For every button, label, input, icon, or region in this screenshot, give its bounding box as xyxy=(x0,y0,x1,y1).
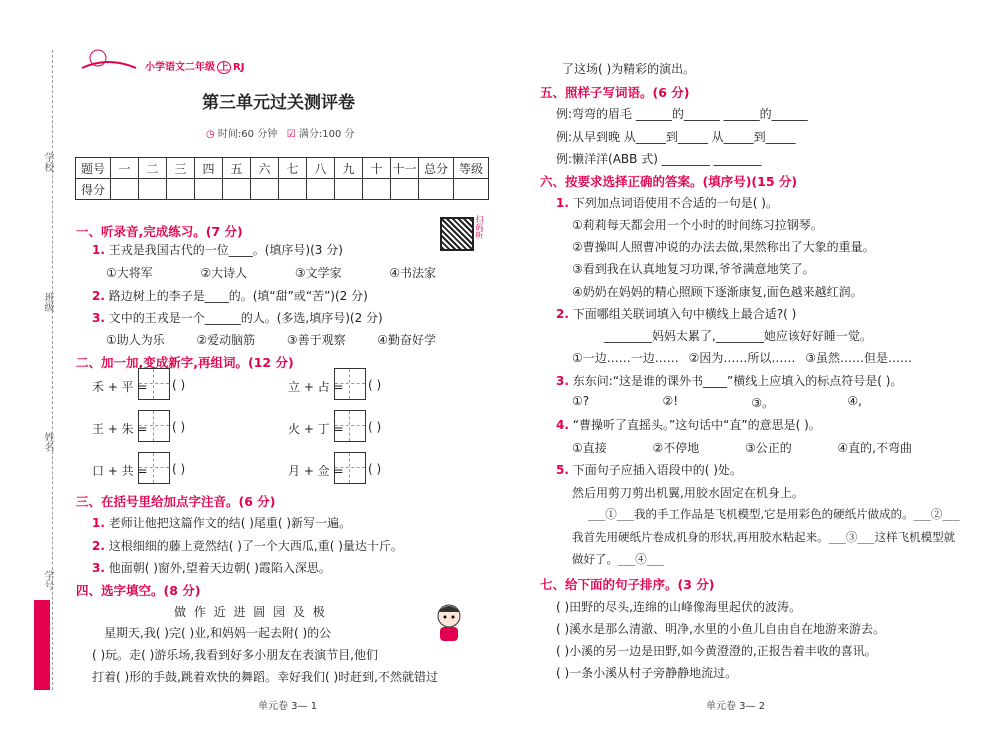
score-cell[interactable] xyxy=(419,179,454,200)
s2-paren[interactable]: ( ) xyxy=(172,420,186,434)
score-cell[interactable] xyxy=(307,179,335,200)
qr-label: 扫码听 xyxy=(475,215,484,239)
s7-item-1: ( )田野的尽头,连绵的山峰像海里起伏的波涛。 xyxy=(556,600,801,614)
page-title: 第三单元过关测评卷 xyxy=(202,93,355,113)
footer-right: 单元卷 3— 2 xyxy=(706,701,766,712)
s2-paren[interactable]: ( ) xyxy=(368,462,382,476)
qr-code[interactable] xyxy=(440,217,474,251)
score-cell[interactable] xyxy=(139,179,167,200)
s5-line-1: 例:弯弯的眉毛 ______的______ ______的______ xyxy=(556,107,808,121)
section-2-title: 二、加一加,变成新字,再组词。(12 分) xyxy=(76,355,294,370)
score-header-cell: 一 xyxy=(111,158,139,179)
brand-logo xyxy=(78,46,138,74)
section-7-title: 七、给下面的句子排序。(3 分) xyxy=(540,577,715,592)
score-cell[interactable] xyxy=(454,179,489,200)
s7-item-3: ( )小溪的另一边是田野,如今黄澄澄的,正报告着丰收的喜讯。 xyxy=(556,644,877,658)
s2-item-1: 禾 + 平 = xyxy=(92,380,148,394)
section-3-title: 三、在括号里给加点字注音。(6 分) xyxy=(76,494,276,509)
s6-q4: 4. “曹操听了直摇头。”这句话中“直”的意思是( )。 xyxy=(556,418,821,432)
score-row-label: 得分 xyxy=(76,179,111,200)
series-label: 小学语文二年级 上 RJ xyxy=(145,62,245,73)
score-header-cell: 五 xyxy=(223,158,251,179)
s1-q2: 2. 路边树上的李子是____的。(填“甜”或“苦”)(2 分) xyxy=(92,289,368,303)
score-header-cell: 六 xyxy=(251,158,279,179)
cartoon-boy-image xyxy=(428,600,470,642)
score-header-cell: 八 xyxy=(307,158,335,179)
s4-chars: 做 作 近 进 圆 园 及 极 xyxy=(174,605,327,619)
section-5-title: 五、照样子写词语。(6 分) xyxy=(540,85,690,100)
score-header-label: 题号 xyxy=(76,158,111,179)
s1-q1: 1. 王戎是我国古代的一位____。(填序号)(3 分) xyxy=(92,243,343,257)
side-label-id: 学号 xyxy=(42,570,53,590)
char-box[interactable] xyxy=(138,452,170,484)
s2-paren[interactable]: ( ) xyxy=(368,378,382,392)
score-cell[interactable] xyxy=(195,179,223,200)
section-1-title: 一、听录音,完成练习。(7 分) xyxy=(76,224,243,239)
s6-q2: 2. 下面哪组关联词填入句中横线上最合适?( ) xyxy=(556,307,797,321)
char-box[interactable] xyxy=(334,452,366,484)
score-cell[interactable] xyxy=(111,179,139,200)
s1-q1-options: ①大将军 ②大诗人 ③文学家 ④书法家 xyxy=(106,266,436,280)
score-cell[interactable] xyxy=(167,179,195,200)
char-box[interactable] xyxy=(334,410,366,442)
clock-icon: ◷ xyxy=(206,129,215,140)
score-header-cell: 总分 xyxy=(419,158,454,179)
s4-line-2: ( )玩。走( )游乐场,我看到好多小朋友在表演节目,他们 xyxy=(92,648,378,662)
side-label-class: 班级 xyxy=(42,292,53,312)
score-cell[interactable] xyxy=(335,179,363,200)
s1-q3: 3. 文中的王戎是一个______的人。(多选,填序号)(2 分) xyxy=(92,311,383,325)
score-cell[interactable] xyxy=(223,179,251,200)
footer-left: 单元卷 3— 1 xyxy=(258,701,318,712)
s2-item-3: 王 + 朱 = xyxy=(92,422,148,436)
s6-q3: 3. 东东问:“这是谁的课外书____”横线上应填入的标点符号是( )。 xyxy=(556,374,903,388)
s3-q2: 2. 这根细细的藤上竟然结( )了一个大西瓜,重( )量达十斤。 xyxy=(92,539,403,553)
s6-q5-para-1: ___①___我的手工作品是飞机模型,它是用彩色的硬纸片做成的。___②___ xyxy=(588,507,960,521)
s6-q1-opt-1: ①莉莉每天都会用一个小时的时间练习拉钢琴。 xyxy=(572,218,823,232)
score-cell[interactable] xyxy=(251,179,279,200)
s5-line-3: 例:懒洋洋(ABB 式) ________ ________ xyxy=(556,152,762,166)
s6-q5-sentence: 然后用剪刀剪出机翼,用胶水固定在机身上。 xyxy=(572,486,804,500)
s3-q3: 3. 他面朝( )窗外,望着天边朝( )霞陷入深思。 xyxy=(92,561,331,575)
s1-q3-options: ①助人为乐 ②爱动脑筋 ③善于观察 ④勤奋好学 xyxy=(106,333,436,347)
char-box[interactable] xyxy=(138,368,170,400)
s6-q5-para-3: 做好了。___④___ xyxy=(572,552,664,566)
char-box[interactable] xyxy=(334,368,366,400)
score-header-cell: 九 xyxy=(335,158,363,179)
s4-line-1: 星期天,我( )完( )业,和妈妈一起去附( )的公 xyxy=(104,626,332,640)
s2-item-4: 火 + 丁 = xyxy=(288,422,344,436)
score-header-cell: 三 xyxy=(167,158,195,179)
score-table xyxy=(75,157,489,200)
s6-q1-opt-2: ②曹操叫人照曹冲说的办法去做,果然称出了大象的重量。 xyxy=(572,240,875,254)
score-header-cell: 等级 xyxy=(454,158,489,179)
section-4-title: 四、选字填空。(8 分) xyxy=(76,583,201,598)
s2-item-5: 口 + 共 = xyxy=(92,464,148,478)
score-header-cell: 七 xyxy=(279,158,307,179)
s6-q1-opt-3: ③看到我在认真地复习功课,爷爷满意地笑了。 xyxy=(572,262,815,276)
score-header-cell: 十一 xyxy=(391,158,419,179)
s4-line-4: 了这场( )为精彩的演出。 xyxy=(562,62,696,76)
s7-item-2: ( )溪水是那么清澈、明净,水里的小鱼儿自由自在地游来游去。 xyxy=(556,622,885,636)
s7-item-4: ( )一条小溪从村子旁静静地流过。 xyxy=(556,666,738,680)
score-cell[interactable] xyxy=(391,179,419,200)
exam-meta: ◷ 时间:60 分钟 ☑ 满分:100 分 xyxy=(206,129,355,140)
score-cell[interactable] xyxy=(279,179,307,200)
s3-q1: 1. 老师让他把这篇作文的结( )尾重( )新写一遍。 xyxy=(92,516,352,530)
s6-q5: 5. 下面句子应插入语段中的( )处。 xyxy=(556,463,742,477)
side-label-name: 姓名 xyxy=(42,432,53,452)
s2-paren[interactable]: ( ) xyxy=(368,420,382,434)
score-header-cell: 四 xyxy=(195,158,223,179)
side-label-school: 学校 xyxy=(42,152,53,172)
s6-q4-options: ①直接 ②不停地 ③公正的 ④直的,不弯曲 xyxy=(572,441,912,455)
s4-line-3: 打着( )形的手鼓,跳着欢快的舞蹈。幸好我们( )时赶到,不然就错过 xyxy=(92,670,438,684)
s2-item-2: 立 + 占 = xyxy=(288,380,344,394)
brand-stripe xyxy=(34,600,50,690)
s6-q2-line: ________妈妈太累了,________她应该好好睡一觉。 xyxy=(604,329,872,343)
char-box[interactable] xyxy=(138,410,170,442)
s2-paren[interactable]: ( ) xyxy=(172,378,186,392)
s6-q1-opt-4: ④奶奶在妈妈的精心照顾下逐渐康复,面色越来越红润。 xyxy=(572,285,863,299)
score-header-cell: 二 xyxy=(139,158,167,179)
s2-paren[interactable]: ( ) xyxy=(172,462,186,476)
section-6-title: 六、按要求选择正确的答案。(填序号)(15 分) xyxy=(540,174,798,189)
check-icon: ☑ xyxy=(286,129,296,140)
score-cell[interactable] xyxy=(363,179,391,200)
score-header-cell: 十 xyxy=(363,158,391,179)
binding-line xyxy=(52,50,53,690)
s6-q2-options: ①一边……一边…… ②因为……所以…… ③虽然……但是…… xyxy=(572,351,912,365)
s6-q1: 1. 下列加点词语使用不合适的一句是( )。 xyxy=(556,196,778,210)
s6-q5-para-2: 我首先用硬纸片卷成机身的形状,再用胶水粘起来。___③___这样飞机模型就 xyxy=(572,530,956,544)
s5-line-2: 例:从早到晚 从_____到_____ 从_____到_____ xyxy=(556,130,796,144)
s2-item-6: 月 + 佥 = xyxy=(288,464,344,478)
s6-q3-options: ①? ②! ③。 ④, xyxy=(572,394,862,410)
